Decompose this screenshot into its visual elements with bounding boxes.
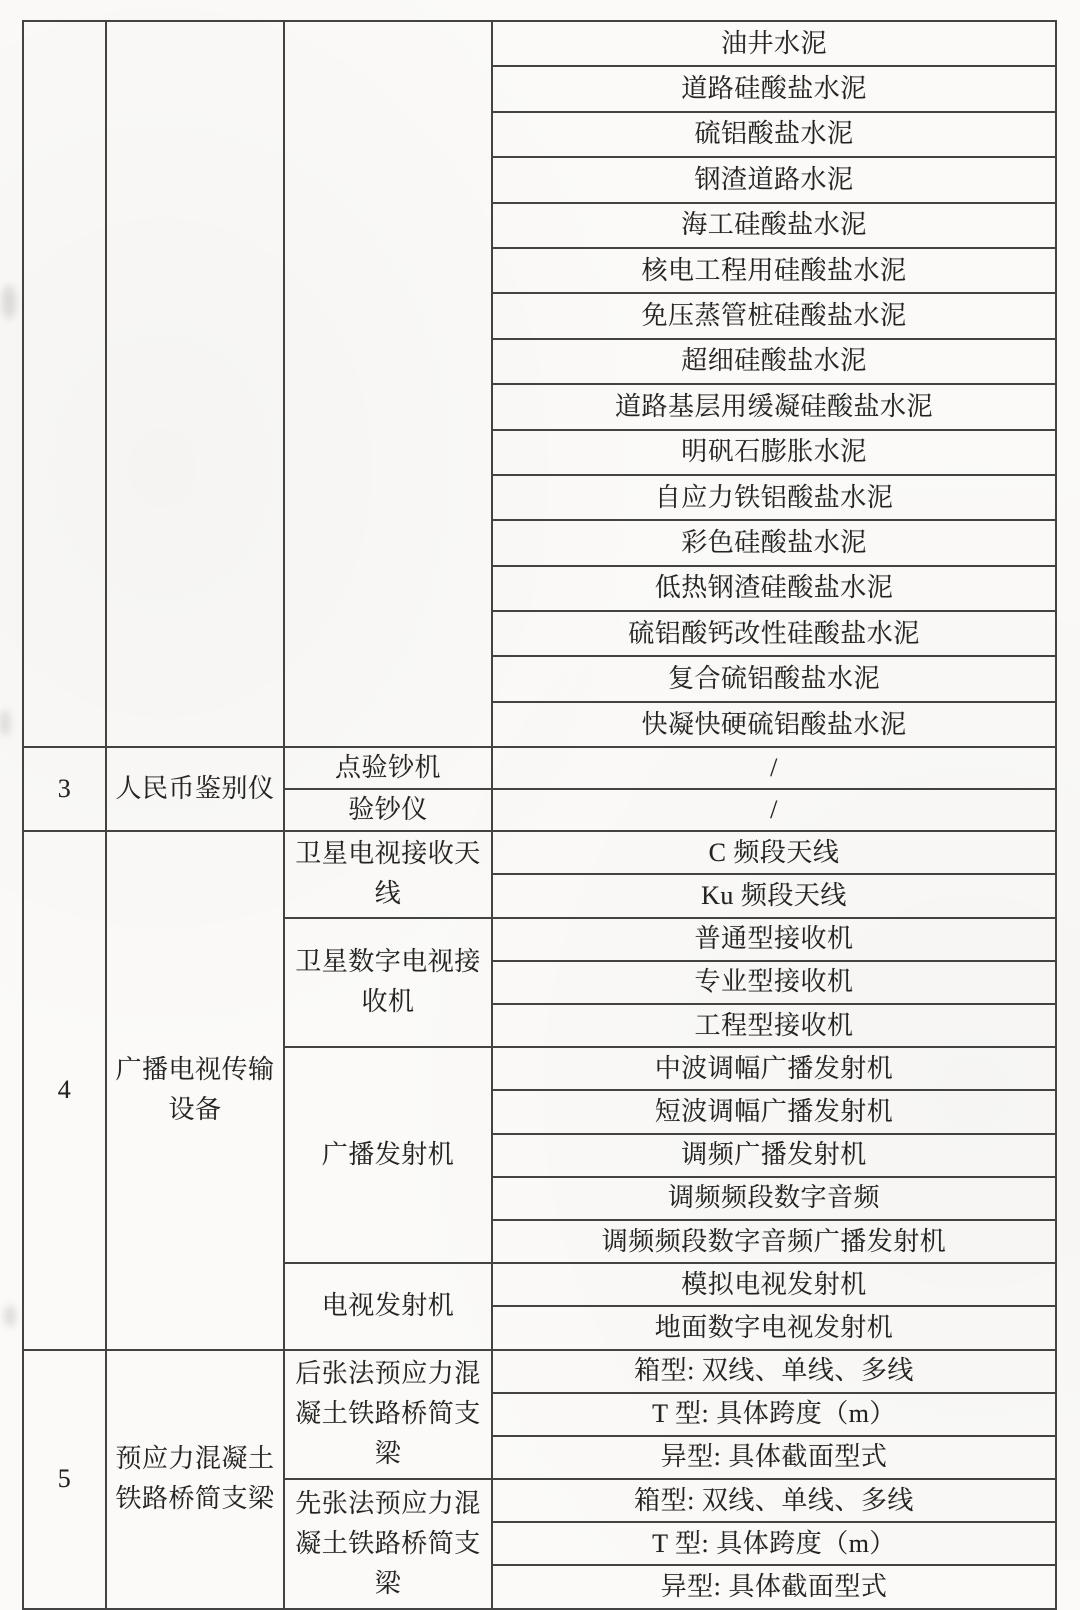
item-cell: 钢渣道路水泥 <box>492 157 1056 202</box>
subcategory-cell: 广播发射机 <box>284 1047 492 1263</box>
category-cell: 广播电视传输设备 <box>106 831 284 1349</box>
item-cell: 自应力铁铝酸盐水泥 <box>492 475 1056 520</box>
item-cell: 油井水泥 <box>492 21 1056 66</box>
item-cell: 普通型接收机 <box>492 918 1056 961</box>
item-cell: 异型: 具体截面型式 <box>492 1565 1056 1608</box>
item-cell: 免压蒸管桩硅酸盐水泥 <box>492 293 1056 338</box>
item-cell: 彩色硅酸盐水泥 <box>492 520 1056 565</box>
category-cell: 人民币鉴别仪 <box>106 747 284 831</box>
subcategory-cell: 卫星数字电视接收机 <box>284 918 492 1048</box>
item-cell: 短波调幅广播发射机 <box>492 1090 1056 1133</box>
item-cell: T 型: 具体跨度（m） <box>492 1393 1056 1436</box>
item-cell: 海工硅酸盐水泥 <box>492 203 1056 248</box>
subcategory-cell: 先张法预应力混凝土铁路桥简支梁 <box>284 1479 492 1609</box>
subcategory-cell: 点验钞机 <box>284 747 492 789</box>
row-number-cell: 5 <box>23 1350 106 1609</box>
item-cell: 快凝快硬硫铝酸盐水泥 <box>492 702 1056 747</box>
item-cell: 专业型接收机 <box>492 961 1056 1004</box>
category-cell <box>106 21 284 747</box>
table-row <box>23 831 1056 874</box>
item-cell: 异型: 具体截面型式 <box>492 1436 1056 1479</box>
row-number-cell: 3 <box>23 747 106 831</box>
item-cell: 复合硫铝酸盐水泥 <box>492 656 1056 701</box>
item-cell: 调频频段数字音频广播发射机 <box>492 1220 1056 1263</box>
item-cell: 道路硅酸盐水泥 <box>492 66 1056 111</box>
item-cell: 硫铝酸钙改性硅酸盐水泥 <box>492 611 1056 656</box>
item-cell: 地面数字电视发射机 <box>492 1306 1056 1349</box>
row-number-cell <box>23 21 106 747</box>
item-cell: 核电工程用硅酸盐水泥 <box>492 248 1056 293</box>
scan-smudge <box>4 1305 16 1327</box>
subcategory-cell: 验钞仪 <box>284 789 492 831</box>
row-number-cell: 4 <box>23 831 106 1349</box>
subcategory-cell: 卫星电视接收天线 <box>284 831 492 917</box>
table-row <box>23 1350 1056 1393</box>
subcategory-cell <box>284 21 492 747</box>
item-cell: 明矾石膨胀水泥 <box>492 430 1056 475</box>
item-cell: T 型: 具体跨度（m） <box>492 1522 1056 1565</box>
item-cell: 箱型: 双线、单线、多线 <box>492 1479 1056 1522</box>
scan-smudge <box>2 285 16 319</box>
item-cell: 调频频段数字音频 <box>492 1177 1056 1220</box>
table-row <box>23 21 1056 66</box>
item-cell: Ku 频段天线 <box>492 874 1056 917</box>
item-cell: 超细硅酸盐水泥 <box>492 339 1056 384</box>
item-cell: 道路基层用缓凝硅酸盐水泥 <box>492 384 1056 429</box>
item-cell: / <box>492 789 1056 831</box>
item-cell: 低热钢渣硅酸盐水泥 <box>492 566 1056 611</box>
subcategory-cell: 后张法预应力混凝土铁路桥简支梁 <box>284 1350 492 1480</box>
item-cell: 调频广播发射机 <box>492 1134 1056 1177</box>
item-cell: 工程型接收机 <box>492 1004 1056 1047</box>
equipment-table-body <box>23 21 1056 1609</box>
scan-smudge <box>0 710 10 736</box>
item-cell: C 频段天线 <box>492 831 1056 874</box>
table-row <box>23 747 1056 789</box>
item-cell: 中波调幅广播发射机 <box>492 1047 1056 1090</box>
subcategory-cell: 电视发射机 <box>284 1263 492 1349</box>
item-cell: 箱型: 双线、单线、多线 <box>492 1350 1056 1393</box>
item-cell: / <box>492 747 1056 789</box>
item-cell: 模拟电视发射机 <box>492 1263 1056 1306</box>
category-cell: 预应力混凝土铁路桥简支梁 <box>106 1350 284 1609</box>
product-category-table <box>22 20 1057 1610</box>
item-cell: 硫铝酸盐水泥 <box>492 112 1056 157</box>
